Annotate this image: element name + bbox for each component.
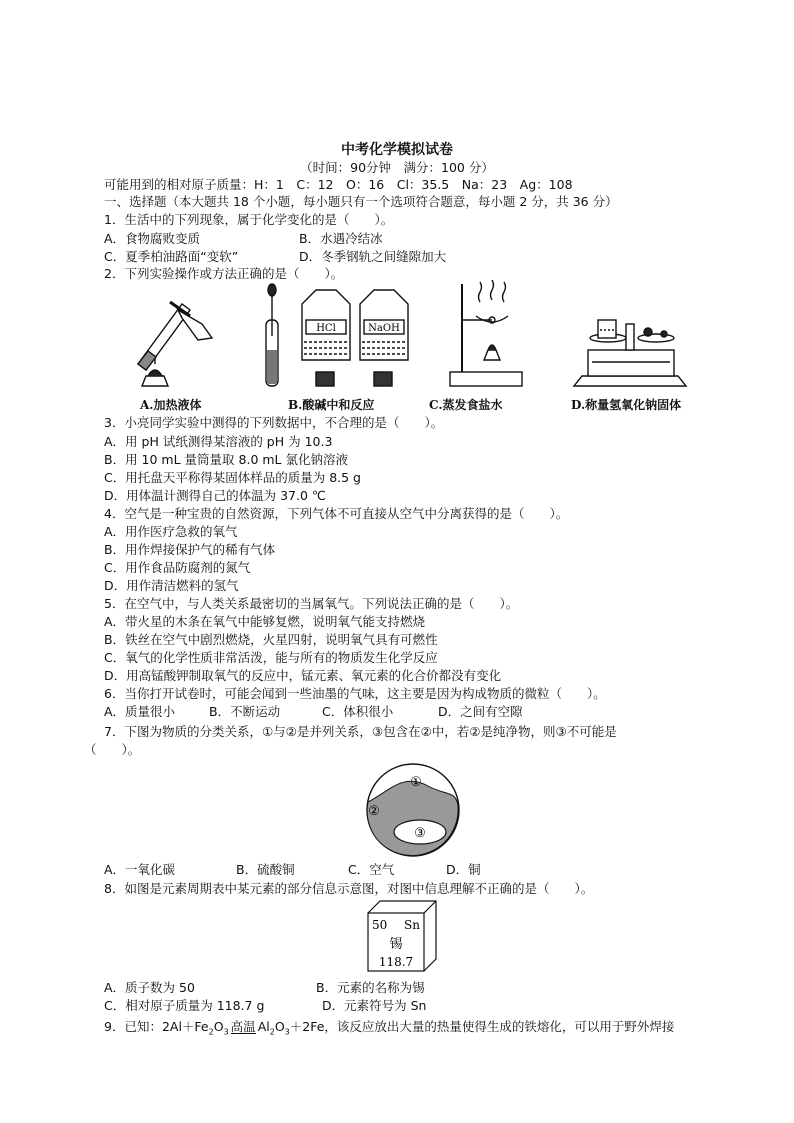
- q7-option-c: C．空气: [348, 862, 395, 877]
- q8-option-b: B．元素的名称为锡: [316, 980, 425, 995]
- q4-option-b: B．用作焊接保护气的稀有气体: [104, 542, 276, 557]
- reaction-condition: 高温: [230, 1019, 256, 1034]
- q1-option-b: B．水遇冷结冰: [299, 231, 383, 246]
- q2-caption-d: D.称量氢氧化钠固体: [571, 398, 682, 412]
- q1-option-a: A．食物腐败变质: [104, 231, 201, 246]
- q7-option-b: B．硫酸铜: [236, 862, 295, 877]
- question-6-stem: 6．当你打开试卷时，可能会闻到一些油墨的气味，这主要是因为构成物质的微粒（ ）。: [104, 686, 606, 701]
- question-2-stem: 2．下列实验操作或方法正确的是（ ）。: [104, 266, 344, 281]
- q1-option-c: C．夏季柏油路面“变软”: [104, 249, 239, 264]
- region-3-label: ③: [414, 826, 426, 841]
- q3-option-c: C．用托盘天平称得某固体样品的质量为 8.5 g: [104, 470, 361, 485]
- question-3-stem: 3．小亮同学实验中测得的下列数据中，不合理的是（ ）。: [104, 415, 444, 430]
- question-8-stem: 8．如图是元素周期表中某元素的部分信息示意图，对图中信息理解不正确的是（ ）。: [104, 881, 594, 896]
- q9-o2: O: [274, 1019, 285, 1034]
- element-symbol: Sn: [404, 918, 420, 932]
- q9-o: O: [213, 1019, 224, 1034]
- naoh-label: NaOH: [368, 323, 400, 334]
- acid-base-apparatus: [266, 284, 408, 386]
- hcl-label: HCl: [316, 323, 336, 334]
- atomic-number: 50: [372, 918, 388, 932]
- element-cell-tin: [364, 897, 440, 977]
- q9-sub-o2: 3: [284, 1027, 290, 1037]
- q9-al: Al: [257, 1019, 270, 1034]
- q8-option-c: C．相对原子质量为 118.7 g: [104, 998, 265, 1013]
- question-1-stem: 1．生活中的下列现象，属于化学变化的是（ ）。: [104, 212, 394, 227]
- q4-option-d: D．用作清洁燃料的氢气: [104, 578, 239, 593]
- q3-option-b: B．用 10 mL 量筒量取 8.0 mL 氯化钠溶液: [104, 452, 348, 467]
- question-7-stem: 7．下图为物质的分类关系，①与②是并列关系，③包含在②中，若②是纯净物，则③不可能是: [104, 724, 617, 739]
- q9-sub-al: 2: [269, 1027, 275, 1037]
- q3-option-a: A．用 pH 试纸测得某溶液的 pH 为 10.3: [104, 434, 333, 449]
- classification-diagram: [358, 762, 468, 858]
- heating-liquid-apparatus: [138, 302, 212, 386]
- q5-option-d: D．用高锰酸钾制取氧气的反应中，锰元素、氧元素的化合价都没有变化: [104, 668, 502, 683]
- q2-caption-b: B.酸碱中和反应: [288, 398, 375, 412]
- exam-info: （时间：90分钟 满分：100 分）: [300, 160, 494, 175]
- q1-option-d: D．冬季钢轨之间缝隙加大: [299, 249, 447, 264]
- q5-option-c: C．氧气的化学性质非常活泼，能与所有的物质发生化学反应: [104, 650, 438, 665]
- question-4-stem: 4．空气是一种宝贵的自然资源，下列气体不可直接从空气中分离获得的是（ ）。: [104, 506, 569, 521]
- q9-reactants: 9．已知：2Al＋Fe: [104, 1019, 209, 1034]
- q2-apparatus-figure: [120, 280, 710, 400]
- region-2-label: ②: [368, 804, 380, 819]
- q6-option-b: B．不断运动: [209, 704, 281, 719]
- region-1-label: ①: [410, 775, 422, 790]
- question-5-stem: 5．在空气中，与人类关系最密切的当属氧气。下列说法正确的是（ ）。: [104, 596, 519, 611]
- question-7-stem-cont: （ ）。: [84, 742, 141, 757]
- q4-option-c: C．用作食品防腐剂的氮气: [104, 560, 251, 575]
- q3-option-d: D．用体温计测得自己的体温为 37.0 ℃: [104, 488, 326, 503]
- element-name: 锡: [389, 937, 403, 952]
- q6-option-d: D．之间有空隙: [438, 704, 523, 719]
- q8-option-a: A．质子数为 50: [104, 980, 195, 995]
- q7-option-a: A．一氧化碳: [104, 862, 176, 877]
- q6-option-a: A．质量很小: [104, 704, 176, 719]
- q9-products: ＋2Fe，该反应放出大量的热量使得生成的铁熔化，可以用于野外焊接: [289, 1019, 675, 1034]
- section-heading: 一、选择题（本大题共 18 个小题，每小题只有一个选项符合题意，每小题 2 分，共 36 分）: [104, 194, 618, 209]
- q9-sub-fe: 2: [208, 1027, 214, 1037]
- page-title: 中考化学模拟试卷: [341, 142, 453, 158]
- q8-option-d: D．元素符号为 Sn: [322, 998, 427, 1013]
- q5-option-b: B．铁丝在空气中剧烈燃烧，火星四射，说明氧气具有可燃性: [104, 632, 438, 647]
- q5-option-a: A．带火星的木条在氧气中能够复燃，说明氧气能支持燃烧: [104, 614, 426, 629]
- q7-option-d: D．铜: [446, 862, 481, 877]
- q6-option-c: C．体积很小: [322, 704, 394, 719]
- q9-sub-o: 3: [223, 1027, 229, 1037]
- q2-caption-a: A.加热液体: [140, 398, 202, 412]
- question-9-stem: [104, 1019, 674, 1041]
- evaporation-apparatus: [450, 280, 522, 386]
- q2-caption-c: C.蒸发食盐水: [429, 398, 503, 412]
- q4-option-a: A．用作医疗急救的氧气: [104, 524, 238, 539]
- atomic-masses: 可能用到的相对原子质量：H：1 C：12 O：16 Cl：35.5 Na：23 Ag：108: [104, 177, 573, 192]
- atomic-mass: 118.7: [378, 955, 414, 969]
- balance-apparatus: [574, 320, 686, 386]
